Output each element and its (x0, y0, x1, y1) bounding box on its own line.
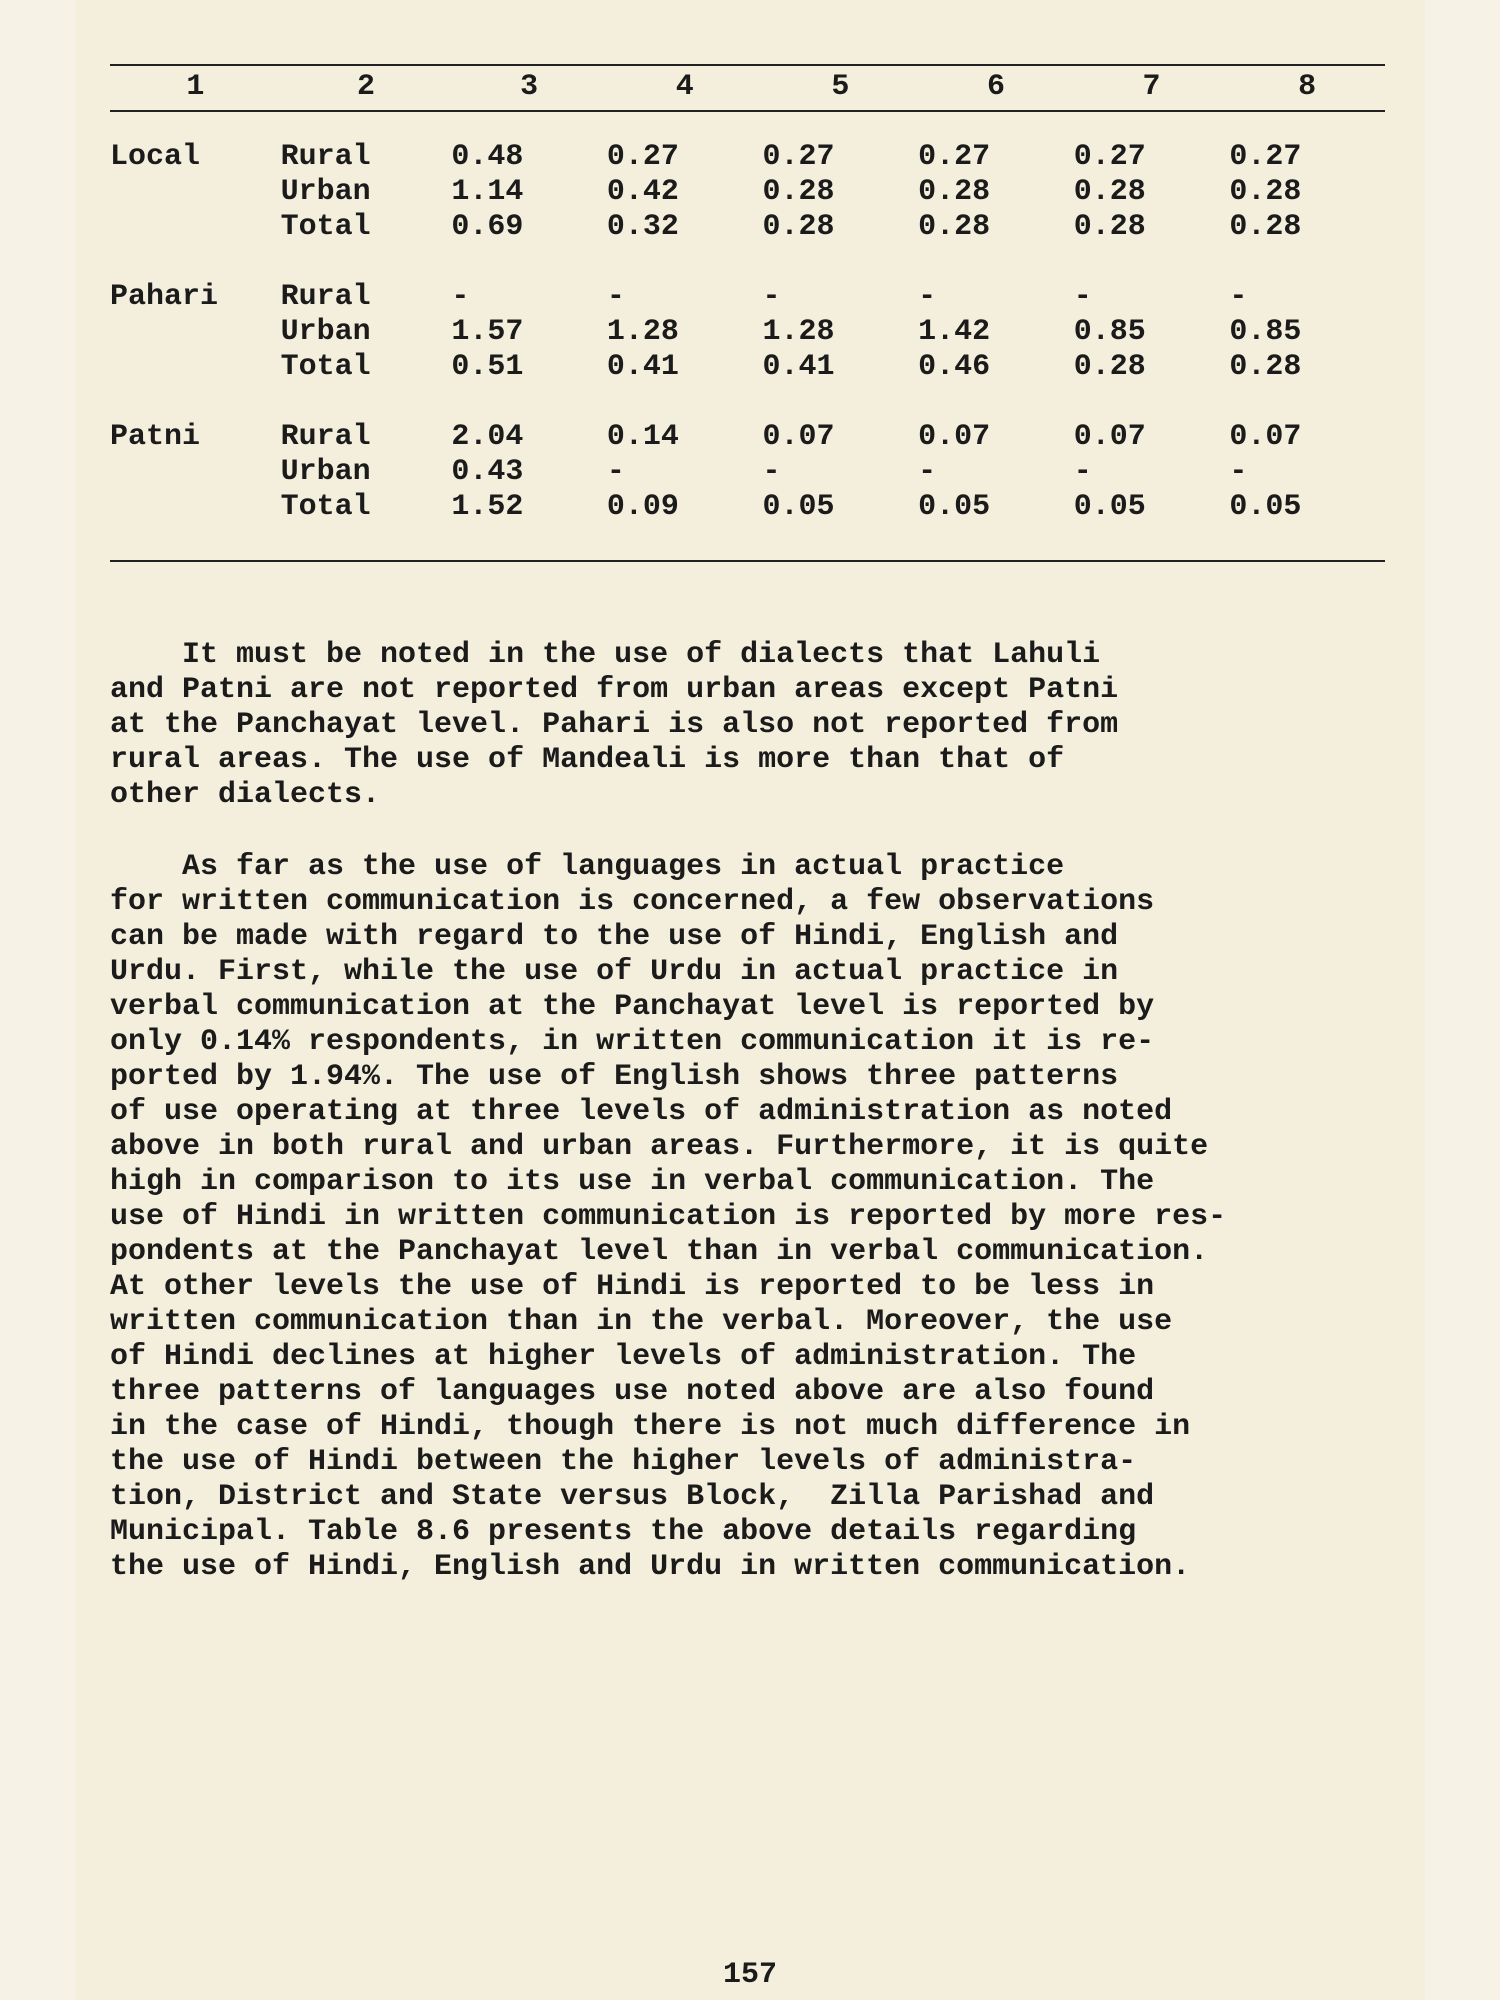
table-cell: 0.41 (762, 350, 835, 384)
area-label: Total (280, 210, 371, 244)
table-cell: - (606, 455, 625, 489)
table-row (110, 315, 1385, 350)
table-cell: 0.05 (1073, 490, 1146, 524)
area-label: Urban (280, 315, 371, 349)
table-cell: 0.51 (451, 350, 524, 384)
document-page (75, 0, 1425, 2000)
column-header: 7 (1142, 70, 1161, 104)
table-cell: 2.04 (451, 420, 524, 454)
table-row (110, 175, 1385, 210)
table-cell: 1.42 (918, 315, 991, 349)
table-cell: 0.27 (762, 140, 835, 174)
table-cell: 1.52 (451, 490, 524, 524)
table-cell: - (762, 455, 781, 489)
table-cell: 0.28 (1073, 210, 1146, 244)
table-cell: 0.46 (918, 350, 991, 384)
table-row (110, 455, 1385, 490)
area-label: Rural (280, 140, 371, 174)
table-cell: 0.27 (1229, 140, 1302, 174)
dialect-name-empty (110, 210, 281, 245)
column-header: 8 (1298, 70, 1317, 104)
table-row (110, 490, 1385, 525)
table-cell: 0.28 (762, 210, 835, 244)
table-cell: 0.28 (918, 210, 991, 244)
table-row (110, 280, 1385, 315)
dialect-use-table (110, 70, 1385, 525)
table-cell: 0.48 (451, 140, 524, 174)
table-cell: 0.42 (606, 175, 679, 209)
table-cell: 0.28 (1229, 210, 1302, 244)
table-cell: 0.27 (918, 140, 991, 174)
table-row (110, 420, 1385, 455)
table-cell: 0.07 (1073, 420, 1146, 454)
dialect-name-empty (110, 175, 281, 210)
table-cell: 0.05 (762, 490, 835, 524)
table-cell: 0.28 (1229, 350, 1302, 384)
table-cell: 0.69 (451, 210, 524, 244)
table-cell: 0.28 (1229, 175, 1302, 209)
table-cell: 1.28 (762, 315, 835, 349)
area-label: Total (280, 490, 371, 524)
page-number: 157 (722, 1958, 777, 1992)
group-spacer (110, 385, 1385, 420)
table-cell: 0.28 (762, 175, 835, 209)
table-cell: 0.07 (918, 420, 991, 454)
dialect-name-empty (110, 350, 281, 385)
table-cell: - (918, 280, 937, 314)
column-header: 1 (186, 70, 205, 104)
table-bottom-rule (110, 560, 1385, 562)
dialect-name-empty (110, 315, 281, 350)
table-cell: - (606, 280, 625, 314)
table-cell: 0.07 (762, 420, 835, 454)
dialect-name-empty (110, 455, 281, 490)
table-cell: 0.41 (606, 350, 679, 384)
table-cell: 0.07 (1229, 420, 1302, 454)
table-cell: 0.14 (606, 420, 679, 454)
table-cell: - (1073, 280, 1092, 314)
table-cell: 0.85 (1073, 315, 1146, 349)
table-cell: 0.32 (606, 210, 679, 244)
area-label: Rural (280, 280, 371, 314)
table-cell: - (1229, 455, 1248, 489)
table-cell: 1.28 (606, 315, 679, 349)
table-header-row (110, 70, 1385, 105)
table-cell: 1.57 (451, 315, 524, 349)
dialect-name: Pahari (110, 280, 219, 314)
area-label: Rural (280, 420, 371, 454)
column-header: 3 (520, 70, 539, 104)
table-cell: 0.85 (1229, 315, 1302, 349)
column-header: 4 (675, 70, 694, 104)
table-cell: 0.28 (918, 175, 991, 209)
table-cell: - (762, 280, 781, 314)
area-label: Urban (280, 455, 371, 489)
table-row (110, 210, 1385, 245)
table-top-rule (110, 64, 1385, 66)
table-cell: - (1073, 455, 1092, 489)
area-label: Total (280, 350, 371, 384)
paragraph-dialects: It must be noted in the use of dialects that Lahuli and Patni are not reported from urban areas except Patni at the Panchayat level. Pahari is also not reported from rural areas. The use of Mandeali is more than that of other dialects. (110, 638, 1119, 812)
dialect-name-empty (110, 490, 281, 525)
table-cell: 0.27 (1073, 140, 1146, 174)
table-cell: 0.27 (606, 140, 679, 174)
group-spacer (110, 245, 1385, 280)
table-cell: 0.43 (451, 455, 524, 489)
table-cell: 0.28 (1073, 350, 1146, 384)
table-row (110, 140, 1385, 175)
area-label: Urban (280, 175, 371, 209)
table-cell: 1.14 (451, 175, 524, 209)
table-cell: - (451, 280, 470, 314)
table-row (110, 350, 1385, 385)
dialect-name: Patni (110, 420, 201, 454)
table-cell: - (918, 455, 937, 489)
table-cell: - (1229, 280, 1248, 314)
table-cell: 0.09 (606, 490, 679, 524)
column-header: 6 (986, 70, 1005, 104)
table-cell: 0.28 (1073, 175, 1146, 209)
table-cell: 0.05 (918, 490, 991, 524)
table-cell: 0.05 (1229, 490, 1302, 524)
column-header: 2 (356, 70, 375, 104)
column-header: 5 (831, 70, 850, 104)
dialect-name: Local (110, 140, 201, 174)
paragraph-written-communication: As far as the use of languages in actual practice for written communication is concerned, a few observations can be made with regard to the use of Hindi, English and Urdu. First, while the use of Urdu in actual practice in verbal communication at the Panchayat level is reported by only 0.14% respondents, in written communication it is re- ported by 1.94%. The use of English shows three patterns of use operating at three levels of administration as noted above in both rural and urban areas. Furthermore, it is quite high in comparison to its use in verbal communication. The use of Hindi in written communication is reported by more res- pondents at the Panchayat level than in verbal communication. At other levels the use of Hindi is reported to be less in written communication than in the verbal. Moreover, the use of Hindi declines at higher levels of administration. The three patterns of languages use noted above are also found in the case of Hindi, though there is not much difference in the use of Hindi between the higher levels of administra- tion, District and State versus Block, Zilla Parishad and Municipal. Table 8.6 presents the above details regarding the use of Hindi, English and Urdu in written communication. (110, 850, 1227, 1584)
